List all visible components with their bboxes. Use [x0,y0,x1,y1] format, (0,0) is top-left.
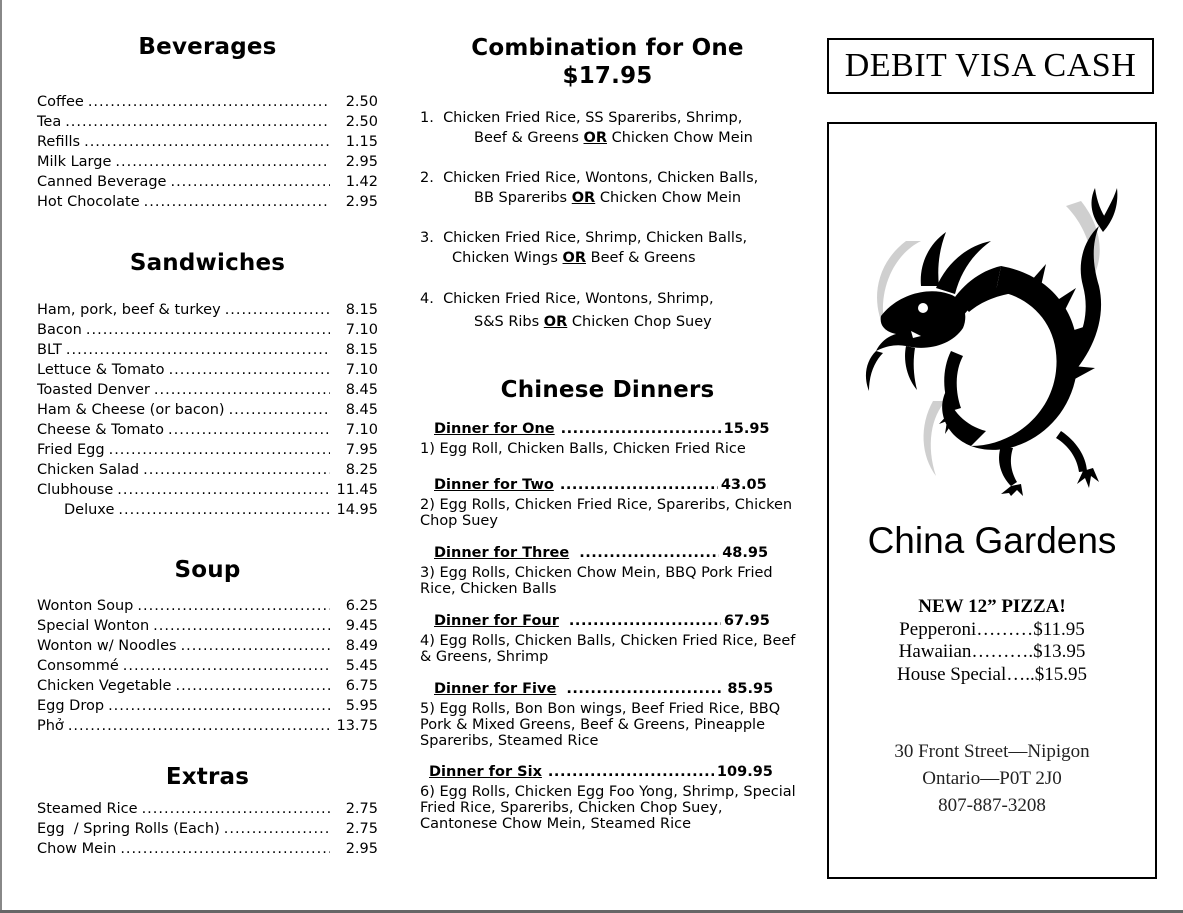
pizza-title: NEW 12” PIZZA! [918,596,1066,617]
list-item: Fried Egg ..... 7.95 [37,442,378,462]
list-item: Steamed Rice ..... 2.75 [37,801,378,821]
list-item: BLT ..... 8.15 [37,342,378,362]
list-item: Wonton w/ Noodles ..... 8.49 [37,638,378,658]
combo-option: 4. Chicken Fried Rice, Wontons, Shrimp, S&S Ribs OR Chicken Chop Suey [420,291,714,330]
list-item: Special Wonton ..... 9.45 [37,618,378,638]
payment-methods: DEBIT VISA CASH [844,47,1137,84]
combo-option: 2. Chicken Fried Rice, Wontons, Chicken Balls, BB Spareribs OR Chicken Chow Mein [420,170,759,206]
combo-option: 3. Chicken Fried Rice, Shrimp, Chicken Balls, Chicken Wings OR Beef & Greens [420,230,748,266]
address-block [829,738,1155,819]
dinner-item: Dinner for One ..... 15.95 1) Egg Roll, Chicken Balls, Chicken Fried Rice [420,421,800,457]
sandwiches-heading: Sandwiches [129,250,286,276]
list-item: Milk Large ..... 2.95 [37,154,378,174]
payment-methods-box [827,38,1154,94]
combo-option: 1. Chicken Fried Rice, SS Spareribs, Shrimp, Beef & Greens OR Chicken Chow Mein [420,110,753,146]
list-item: Consommé ..... 5.45 [37,658,378,678]
list-item: Coffee ..... 2.50 [37,94,378,114]
list-item: Deluxe ..... 14.95 [37,502,378,522]
pizza-promo [829,596,1155,686]
list-item: Canned Beverage ..... 1.42 [37,174,378,194]
dinner-item: Dinner for Five ..... 85.95 5) Egg Rolls, Bon Bon wings, Beef Fried Rice, BBQ Pork & Mixed Greens, Beef & Greens, Pineapple Spareribs, Steamed Rice [420,681,800,749]
pizza-item: Hawaiian……….$13.95 [898,641,1086,662]
dinner-item: Dinner for Three ..... 48.95 3) Egg Rolls, Chicken Chow Mein, BBQ Pork Fried Rice, Chicken Balls [420,545,800,597]
dragon-icon [851,146,1121,496]
address-region: Ontario—P0T 2J0 [922,768,1062,789]
chinese-dinners-heading: Chinese Dinners [500,377,715,403]
pizza-item: Pepperoni………$11.95 [899,618,1085,640]
list-item: Refills ..... 1.15 [37,134,378,154]
pizza-item: House Special…..$15.95 [897,663,1087,685]
soup-heading: Soup [174,557,241,583]
combination-price: $17.95 [562,63,653,89]
list-item: Phở ..... 13.75 [37,718,378,740]
list-item: Ham, pork, beef & turkey ..... 8.15 [37,302,378,322]
dinner-item: Dinner for Six ..... 109.95 6) Egg Rolls, Chicken Egg Foo Yong, Shrimp, Special Fried Rice, Spareribs, Chicken Chop Suey, Cantonese Chow Mein, Steamed Rice [420,764,800,832]
list-item: Ham & Cheese (or bacon) ..... 8.45 [37,402,378,422]
combination-title: Combination for One [471,35,744,61]
extras-list [37,801,378,861]
restaurant-panel [827,122,1157,879]
beverages-heading: Beverages [138,34,277,60]
list-item: Egg / Spring Rolls (Each) ..... 2.75 [37,821,378,841]
beverages-list [37,94,378,214]
list-item: Egg Drop ..... 5.95 [37,698,378,718]
restaurant-name: China Gardens [867,520,1117,561]
phone-number: 807-887-3208 [938,795,1046,816]
soup-list [37,598,378,740]
list-item: Bacon ..... 7.10 [37,322,378,342]
list-item: Chicken Vegetable ..... 6.75 [37,678,378,698]
address-street: 30 Front Street—Nipigon [894,741,1090,762]
extras-heading: Extras [165,764,250,790]
list-item: Hot Chocolate ..... 2.95 [37,194,378,214]
list-item: Toasted Denver ..... 8.45 [37,382,378,402]
list-item: Tea ..... 2.50 [37,114,378,134]
page-edge [0,0,2,913]
combination-heading [415,34,800,90]
list-item: Cheese & Tomato ..... 7.10 [37,422,378,442]
list-item: Chow Mein ..... 2.95 [37,841,378,861]
list-item: Lettuce & Tomato ..... 7.10 [37,362,378,382]
list-item: Clubhouse ..... 11.45 [37,482,378,502]
dinner-item: Dinner for Two ..... 43.05 2) Egg Rolls, Chicken Fried Rice, Spareribs, Chicken Chop Suey [420,477,800,529]
sandwiches-list [37,302,378,522]
list-item: Chicken Salad ..... 8.25 [37,462,378,482]
dinner-item: Dinner for Four ..... 67.95 4) Egg Rolls, Chicken Balls, Chicken Fried Rice, Beef & Greens, Shrimp [420,613,800,665]
list-item: Wonton Soup ..... 6.25 [37,598,378,618]
